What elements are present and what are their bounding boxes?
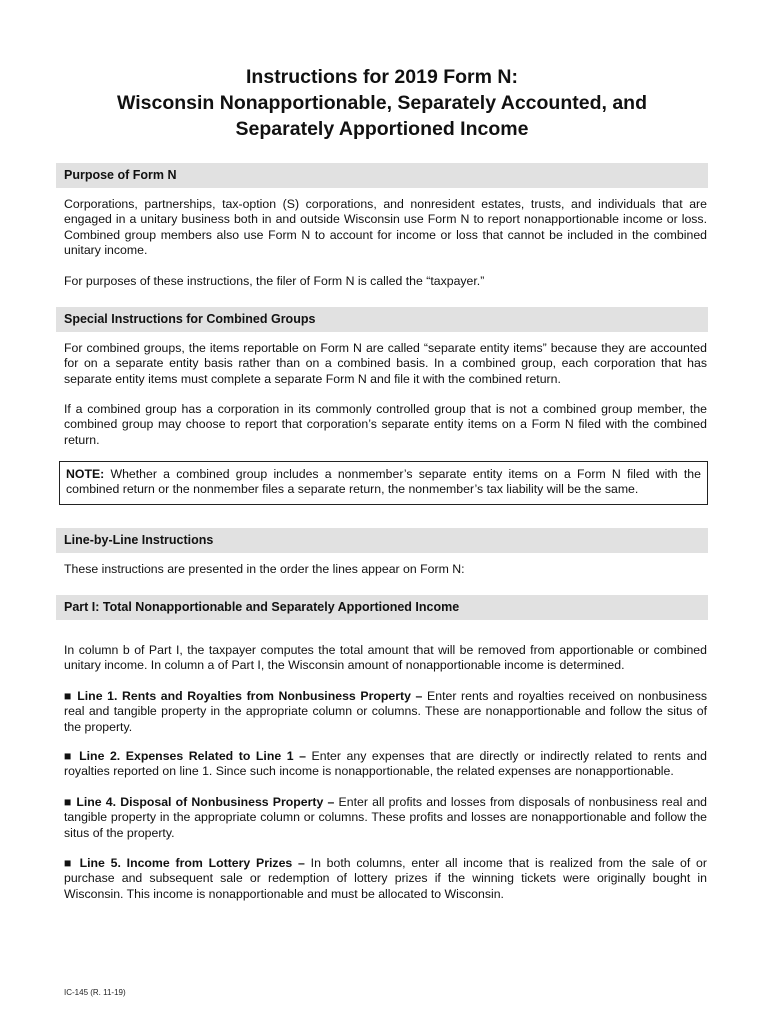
purpose-paragraph-2: For purposes of these instructions, the filer of Form N is called the “taxpayer.” [64,274,485,288]
line-2-label: ■ Line 2. Expenses Related to Line 1 – [64,749,306,763]
line-4-instruction [64,795,707,841]
line-2-instruction [64,749,707,780]
line-1-text: Enter rents and royalties received on nonbusiness real and tangible property in the appropriate column or columns. These are nonapportionable and follow the situs of the property. [64,689,707,734]
title-line-2: Wisconsin Nonapportionable, Separately Accounted, and [116,92,647,114]
note-label: NOTE: [66,467,105,481]
combined-paragraph-1: For combined groups, the items reportable on Form N are called “separate entity items” because they are accounted for on a separate entity basis rather than on a combined basis. In a combined group, each corporation that has separate entity items must complete a separate Form N and file it with the combined return. [64,341,707,386]
line-1-label: ■ Line 1. Rents and Royalties from Nonbusiness Property – [64,689,423,703]
line-5-label: ■ Line 5. Income from Lottery Prizes – [64,856,305,870]
purpose-paragraph-1: Corporations, partnerships, tax-option (S) corporations, and nonresident estates, trusts, and individuals that are engaged in a unitary business both in and outside Wisconsin use Form N to report nonapportionable income or loss. Combined group members also use Form N to account for income or loss that cannot be included in the combined unitary income. [64,197,707,257]
line-1-instruction [64,689,707,735]
line-4-label: ■ Line 4. Disposal of Nonbusiness Property – [64,795,335,809]
section-heading-combined-groups: Special Instructions for Combined Groups [56,307,708,332]
line-by-line-paragraph: These instructions are presented in the order the lines appear on Form N: [64,562,465,576]
line-5-instruction [64,856,707,902]
note-text: Whether a combined group includes a nonmember’s separate entity items on a Form N filed with the combined return or the nonmember files a separate return, the nonmember’s tax liability will be the same. [66,467,701,497]
section-heading-part-1: Part I: Total Nonapportionable and Separately Apportioned Income [56,595,708,620]
part1-intro: In column b of Part I, the taxpayer computes the total amount that will be removed from apportionable or combined unitary income. In column a of Part I, the Wisconsin amount of nonapportionable income is determined. [64,643,707,673]
title-line-3: Separately Apportioned Income [235,118,529,140]
section-heading-purpose: Purpose of Form N [56,163,708,188]
title-line-1: Instructions for 2019 Form N: [246,66,518,88]
line-4-text: Enter all profits and losses from disposals of nonbusiness real and tangible property in the appropriate column or columns. These profits and losses are nonapportionable and follow the situs of the property. [64,795,707,840]
line-5-text: In both columns, enter all income that is realized from the sale of or purchase and subsequent sale or redemption of lottery prizes if the winning tickets were originally bought in Wisconsin. This income is nonapportionable and must be allocated to Wisconsin. [64,856,707,901]
line-2-text: Enter any expenses that are directly or indirectly related to rents and royalties reported on line 1. Since such income is nonapportionable, the related expenses are nonapportionable. [64,749,707,779]
section-heading-line-by-line: Line-by-Line Instructions [56,528,708,553]
form-code-footer: IC-145 (R. 11-19) [64,988,126,997]
note-box [59,461,708,505]
combined-paragraph-2: If a combined group has a corporation in its commonly controlled group that is not a combined group member, the combined group may choose to report that corporation’s separate entity items on a Form N filed with the combined return. [64,402,707,447]
page-title [56,64,708,142]
